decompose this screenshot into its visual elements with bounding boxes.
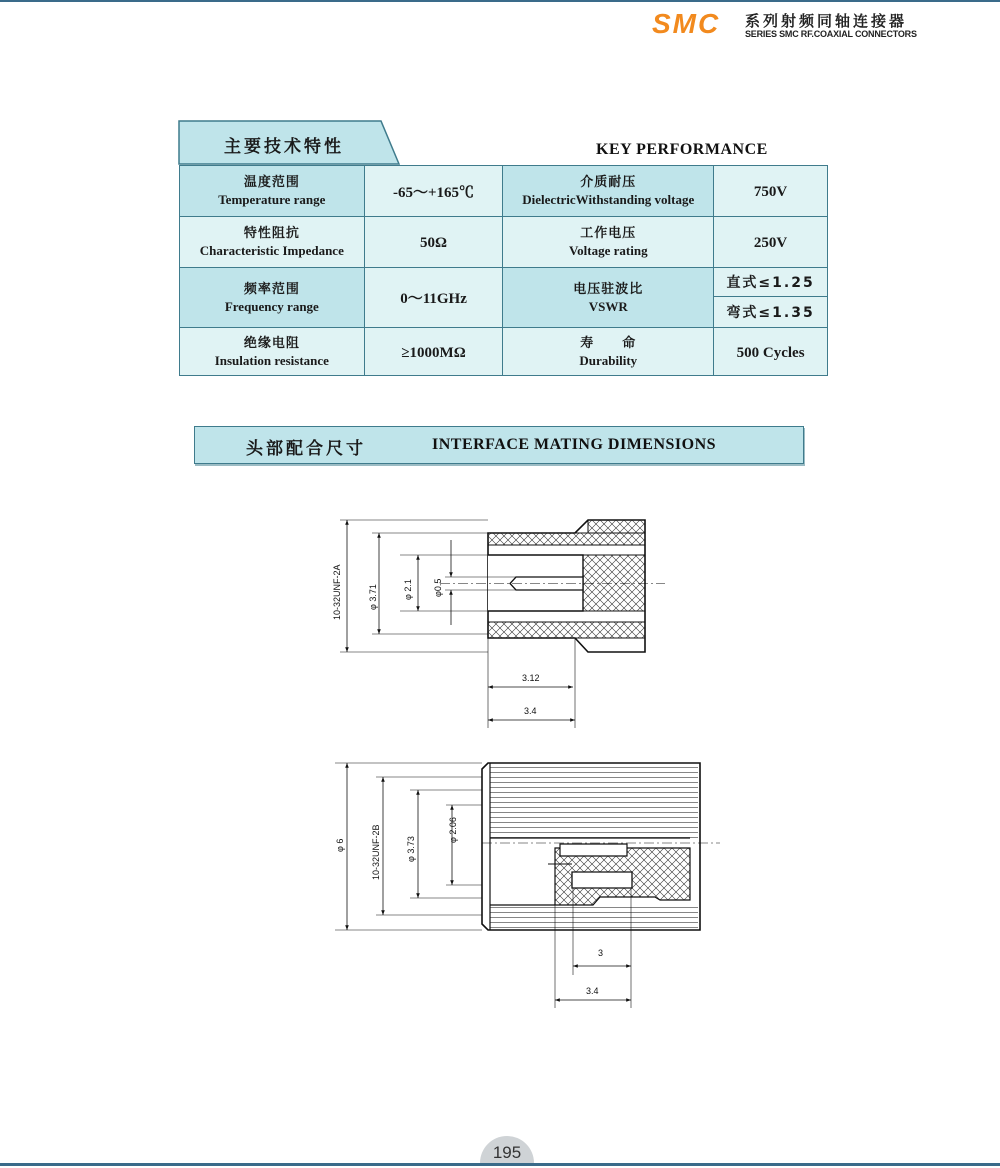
plug-thread-label: 10-32UNF-2A [332, 564, 342, 620]
brand-logo: SMC [652, 8, 721, 39]
spec-value: 750V [714, 166, 828, 217]
key-performance-title-cn: 主要技术特性 [224, 137, 344, 157]
vswr-angle-value: 弯式≤1.35 [714, 297, 828, 328]
bottom-rule [0, 1163, 1000, 1166]
interface-title-en: INTERFACE MATING DIMENSIONS [432, 436, 717, 453]
plug-interface-drawing [340, 520, 665, 728]
spec-value: 250V [714, 217, 828, 268]
spec-label: 寿 命 Durability [503, 328, 714, 376]
spec-label: 电压驻波比 VSWR [503, 268, 714, 328]
series-title-en: SERIES SMC RF.COAXIAL CONNECTORS [745, 29, 917, 39]
jack-thread-label: 10-32UNF-2B [371, 824, 381, 880]
spec-value: -65～+165℃ [364, 166, 503, 217]
jack-len-3: 3 [598, 948, 604, 958]
spec-value: ≥1000MΩ [364, 328, 503, 376]
plug-dia-3-71: φ 3.71 [368, 584, 378, 610]
spec-value: 500 Cycles [714, 328, 828, 376]
plug-dia-2-1: φ 2.1 [403, 579, 413, 600]
spec-label: 工作电压 Voltage rating [503, 217, 714, 268]
vswr-straight-value: 直式≤1.25 [714, 268, 828, 297]
plug-len-3-4: 3.4 [524, 706, 537, 716]
page-number: 195 [492, 1143, 522, 1162]
interface-title-cn: 头部配合尺寸 [246, 439, 366, 459]
jack-dia-3-73: φ 3.73 [406, 836, 416, 862]
key-performance-title-en: KEY PERFORMANCE [596, 141, 768, 158]
spec-label: 温度范围 Temperature range [180, 166, 365, 217]
plug-dia-0-5: φ0.5 [433, 578, 443, 597]
jack-interface-drawing [335, 763, 720, 1008]
plug-len-3-12: 3.12 [522, 673, 540, 683]
spec-label: 特性阻抗 Characteristic Impedance [180, 217, 365, 268]
spec-label: 绝缘电阻 Insulation resistance [180, 328, 365, 376]
spec-label: 介质耐压 DielectricWithstanding voltage [503, 166, 714, 217]
series-title-cn: 系列射频同轴连接器 [745, 12, 908, 30]
spec-label: 频率范围 Frequency range [180, 268, 365, 328]
jack-dia-2-06: φ 2.06 [448, 817, 458, 843]
spec-value: 0～11GHz [364, 268, 503, 328]
spec-value: 50Ω [364, 217, 503, 268]
jack-outer-dia: φ 6 [335, 838, 345, 852]
jack-len-3-4: 3.4 [586, 986, 599, 996]
